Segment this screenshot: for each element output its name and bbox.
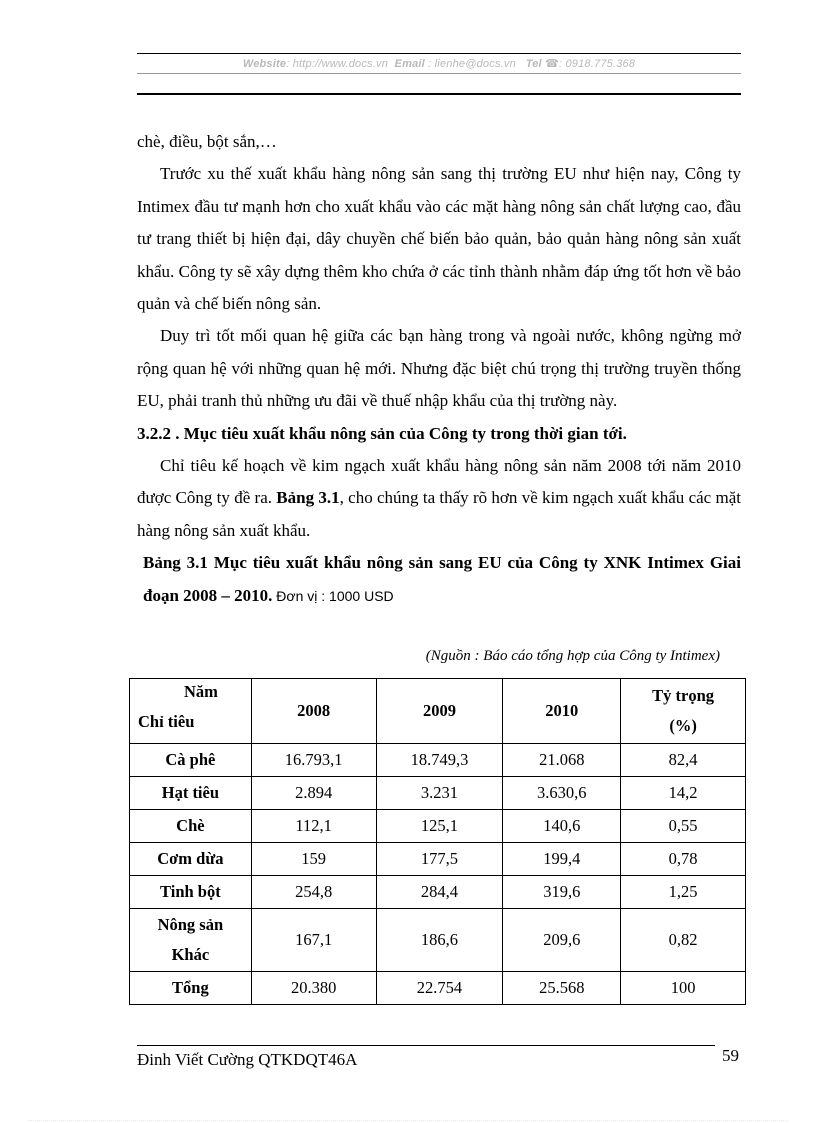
cell-ratio: 0,78 (621, 843, 746, 876)
cell-ratio: 0,55 (621, 810, 746, 843)
ratio-header: Tỷ trọng (%) (621, 679, 746, 744)
table-row (130, 909, 746, 972)
table-total-row (130, 972, 746, 1005)
cell-2010: 25.568 (503, 972, 621, 1005)
table-row (130, 744, 746, 777)
cell-ratio: 0,82 (621, 909, 746, 972)
tel-label: Tel (525, 58, 542, 70)
table-row (130, 810, 746, 843)
website-label: Website (242, 58, 287, 70)
table-row (130, 876, 746, 909)
tel-value: : 0918.775.368 (558, 58, 636, 70)
column-header: 2010 (503, 679, 621, 744)
paragraph-2: Duy trì tốt mối quan hệ giữa các bạn hàng trong và ngoài nước, không ngừng mở rộng quan hệ với những quan hệ mới. Nhưng đặc biệt chú trọng thị trường truyền thống EU, phải tranh thủ những ưu đãi về thuế nhập khẩu của thị trường này. (137, 326, 741, 411)
phone-icon: ☎ (545, 58, 559, 70)
cell-2009: 22.754 (376, 972, 503, 1005)
row-label: Hạt tiêu (130, 777, 252, 810)
row-label: Tinh bột (130, 876, 252, 909)
row-label: Tổng (130, 972, 252, 1005)
cell-2009: 3.231 (376, 777, 503, 810)
table-caption: Bảng 3.1 Mục tiêu xuất khẩu nông sản sang EU của Công ty XNK Intimex Giai đoạn 2008 – 2010. Đơn vị : 1000 USD (143, 553, 741, 605)
section-heading: 3.2.2 . Mục tiêu xuất khẩu nông sản của Công ty trong thời gian tới. (137, 423, 627, 443)
header-bottom-rule (137, 93, 741, 95)
cell-2009: 284,4 (376, 876, 503, 909)
paragraph-1: Trước xu thế xuất khẩu hàng nông sản sang thị trường EU như hiện nay, Công ty Intimex đầu tư mạnh hơn cho xuất khẩu vào các mặt hàng nông sản chất lượng cao, đầu tư trang thiết bị hiện đại, dây chuyền chế biến bảo quản, bảo quản hàng nông sản xuất khẩu. Công ty sẽ xây dựng thêm kho chứa ở các tỉnh thành nhằm đáp ứng tốt hơn về bảo quản và chế biến nông sản. (137, 164, 741, 314)
cell-ratio: 100 (621, 972, 746, 1005)
cell-ratio: 82,4 (621, 744, 746, 777)
row-label: Chè (130, 810, 252, 843)
table-reference: Bảng 3.1 (276, 488, 340, 508)
corner-year: Năm (184, 682, 218, 701)
footer-author: Đinh Viết Cường QTKDQT46A (137, 1050, 358, 1069)
cell-2008: 167,1 (251, 909, 376, 972)
cell-2010: 199,4 (503, 843, 621, 876)
header-top-rule (137, 53, 741, 54)
row-label: Cơm dừa (130, 843, 252, 876)
table-row (130, 777, 746, 810)
cell-2010: 140,6 (503, 810, 621, 843)
document-body (137, 126, 741, 612)
cell-2010: 319,6 (503, 876, 621, 909)
continuation-line: chè, điều, bột sắn,… (137, 132, 277, 151)
cell-2009: 125,1 (376, 810, 503, 843)
cell-ratio: 1,25 (621, 876, 746, 909)
table-source: (Nguồn : Báo cáo tổng hợp của Công ty Intimex) (425, 648, 720, 664)
cell-2008: 16.793,1 (251, 744, 376, 777)
cell-2008: 112,1 (251, 810, 376, 843)
table-row (130, 843, 746, 876)
cell-2008: 2.894 (251, 777, 376, 810)
page-bottom-dotted-rule (28, 1120, 788, 1121)
cell-2009: 18.749,3 (376, 744, 503, 777)
cell-2008: 254,8 (251, 876, 376, 909)
export-target-table (129, 678, 746, 1005)
column-header: 2008 (251, 679, 376, 744)
row-label: Nông sản Khác (130, 909, 252, 972)
cell-2009: 177,5 (376, 843, 503, 876)
header-mid-rule (137, 73, 741, 74)
corner-item: Chỉ tiêu (138, 712, 195, 731)
paragraph-3: Chỉ tiêu kế hoạch về kim ngạch xuất khẩu hàng nông sản năm 2008 tới năm 2010 được Công ty đề ra. Bảng 3.1, cho chúng ta thấy rõ hơn về kim ngạch xuất khẩu các mặt hàng nông sản xuất khẩu. (137, 456, 741, 540)
cell-2008: 159 (251, 843, 376, 876)
email-label: Email (394, 58, 425, 70)
page-number: 59 (722, 1046, 739, 1065)
website-link[interactable]: : http://www.docs.vn (286, 58, 389, 70)
table-header-row (130, 679, 746, 744)
email-link[interactable]: : lienhe@docs.vn (428, 58, 516, 70)
header-contact (137, 57, 741, 70)
cell-2009: 186,6 (376, 909, 503, 972)
corner-cell (130, 679, 252, 744)
cell-2010: 209,6 (503, 909, 621, 972)
column-header: 2009 (376, 679, 503, 744)
unit-note: Đơn vị : 1000 USD (272, 587, 394, 604)
cell-2008: 20.380 (251, 972, 376, 1005)
cell-2010: 3.630,6 (503, 777, 621, 810)
footer-rule (137, 1045, 715, 1046)
cell-ratio: 14,2 (621, 777, 746, 810)
cell-2010: 21.068 (503, 744, 621, 777)
row-label: Cà phê (130, 744, 252, 777)
